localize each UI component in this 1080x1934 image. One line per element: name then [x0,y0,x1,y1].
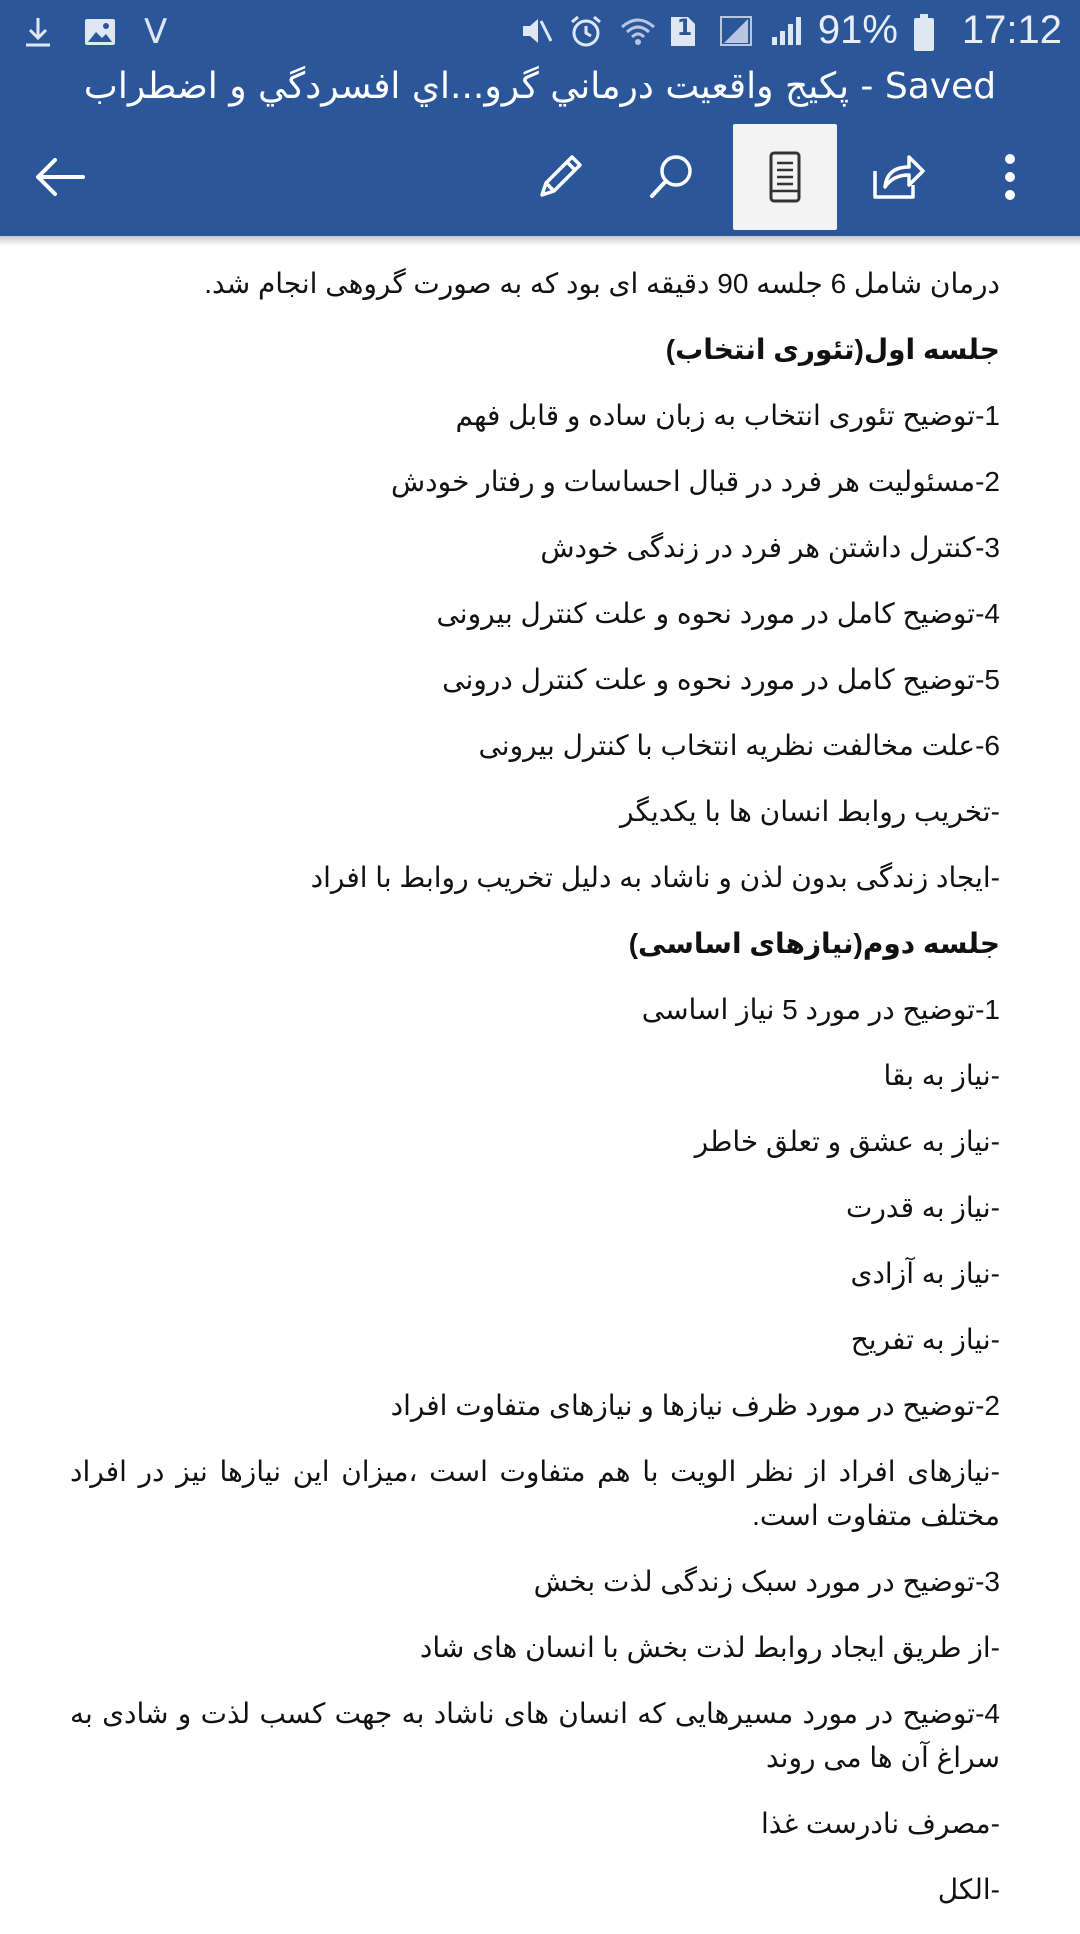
share-icon [869,149,927,205]
battery-icon [912,13,948,49]
document-heading: جلسه اول(تئوری انتخاب) [665,334,1000,365]
document-paragraph: 1-توضیح تئوری انتخاب به زبان ساده و قابل فهم [455,400,1000,431]
document-paragraph: -نیاز به عشق و تعلق خاطر [694,1126,1000,1157]
search-icon [644,149,700,205]
mobile-view-icon [765,149,805,205]
v-label: V [144,12,168,52]
document-title: پكيج واقعيت درماني گرو...اي افسردگي و اضطراب - Saved [83,66,997,107]
document-paragraph: 3-کنترل داشتن هر فرد در زندگی خودش [540,532,1000,563]
document-paragraph: درمان شامل 6 جلسه 90 دقیقه ای بود که به صورت گروهی انجام شد. [204,268,1000,299]
edit-button[interactable] [520,124,600,230]
document-heading: جلسه دوم(نیازهای اساسی) [628,928,1000,959]
download-icon [20,14,56,50]
document-paragraph: -نیاز به تفریح [850,1324,1000,1355]
document-paragraph: 3-توضیح در مورد سبک زندگی لذت بخش [533,1566,1000,1597]
more-options-button[interactable] [980,124,1040,230]
document-paragraph: 2-مسئولیت هر فرد در قبال احساسات و رفتار خودش [390,466,1000,497]
status-bar-right [518,8,1062,53]
signal-2-icon [768,13,804,49]
document-paragraph: -ایجاد زندگی بدون لذن و ناشاد به دلیل تخریب روابط با افراد [310,862,1000,893]
search-button[interactable] [632,124,712,230]
toolbar [0,124,1080,232]
document-paragraph: -نیازهای افراد از نظر الویت با هم متفاوت است ،میزان این نیازها نیز در افراد مختلف متفاوت است. [70,1456,1000,1531]
status-bar-left [20,12,167,52]
document-paragraph: -نیاز به قدرت [846,1192,1000,1223]
document-paragraph: -نیاز به بقا [883,1060,1000,1091]
pencil-icon [532,149,588,205]
document-paragraph: 6-علت مخالفت نظریه انتخاب با کنترل بیرونی [478,730,1000,761]
sim-label: 1 [676,15,693,41]
document-paragraph: -از طریق ایجاد روابط لذت بخش با انسان های شاد [419,1632,1000,1663]
document-paragraph: 2-توضیح در مورد ظرف نیازها و نیازهای متفاوت افراد [390,1390,1000,1421]
document-paragraph: -نیاز به آزادی [850,1258,1000,1289]
mobile-view-button[interactable] [733,124,837,230]
document-body[interactable] [70,262,1000,1934]
back-button[interactable] [20,124,100,230]
back-arrow-icon [33,155,87,199]
battery-percent: 91% [817,8,898,52]
document-paragraph: -الکل [937,1874,1000,1905]
share-button[interactable] [858,124,938,230]
document-paragraph: -مصرف نادرست غذا [760,1808,1000,1839]
image-icon [82,14,118,50]
signal-1-icon [718,13,754,49]
document-paragraph: 5-توضیح کامل در مورد نحوه و علت کنترل درونی [442,664,1000,695]
document-paragraph: 4-توضیح کامل در مورد نحوه و علت کنترل بیرونی [436,598,1000,629]
app-header [0,0,1080,236]
alarm-icon [568,13,604,49]
document-paragraph: 1-توضیح در مورد 5 نیاز اساسی [641,994,1000,1025]
sim-1-icon [668,13,704,49]
document-paragraph: 4-توضیح در مورد مسیرهایی که انسان های ناشاد به جهت کسب لذت و شادی به سراغ آن ها می روند [70,1698,1000,1773]
clock: 17:12 [961,8,1062,52]
header-shadow [0,236,1080,246]
status-bar [0,0,1080,64]
more-vertical-icon [1002,152,1018,202]
wifi-icon [618,13,654,49]
document-paragraph: -تخریب روابط انسان ها با یکدیگر [620,796,1000,827]
mute-icon [518,13,554,49]
